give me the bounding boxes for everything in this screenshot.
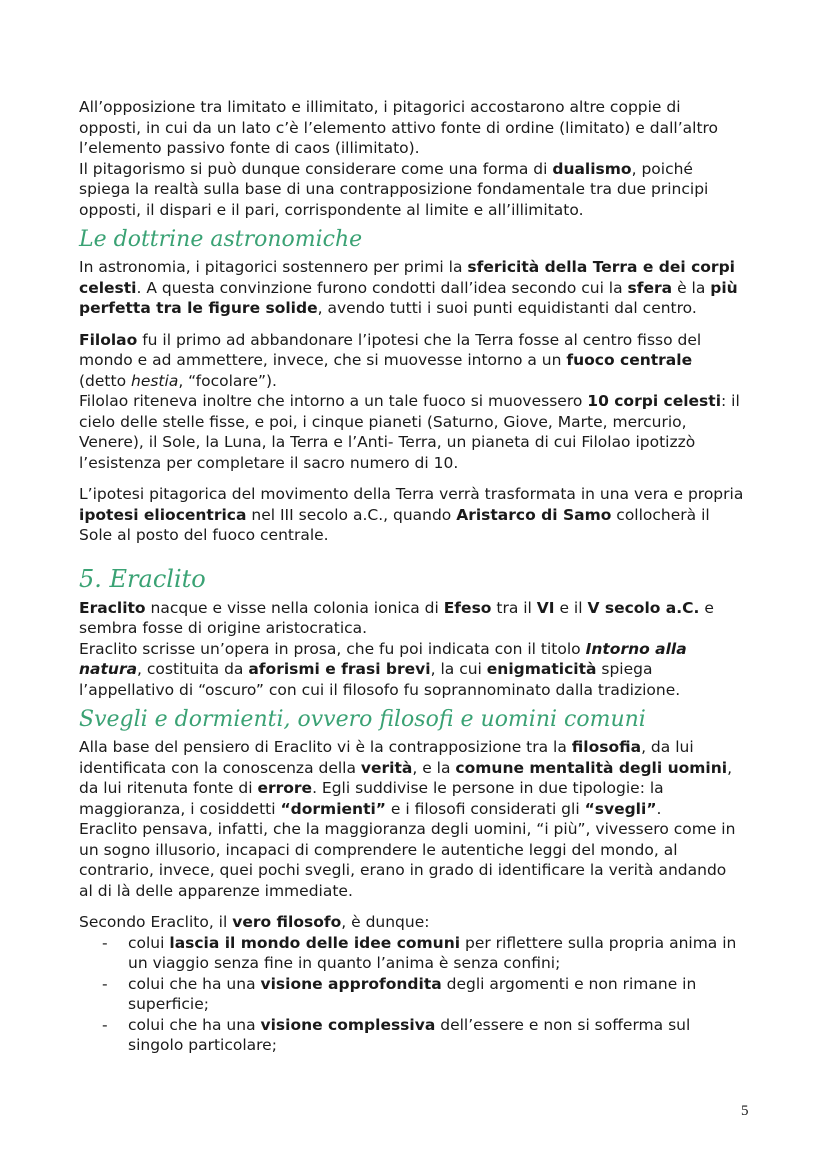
text: Secondo Eraclito, il — [79, 913, 233, 931]
bold-text: fuoco centrale — [566, 351, 693, 369]
text: per riflettere sulla propria anima in un viaggio senza fine in quanto l’anima è senza confini; — [128, 933, 737, 972]
text: Alla base del pensiero di Eraclito vi è la contrapposizione tra la — [79, 738, 572, 756]
text: : il cielo delle stelle fisse, e poi, i cinque pianeti (Saturno, Giove, Marte, mercurio, Venere), il Sole, la Luna, la Terra e l’Anti- Terra, un pianeta di cui Filolao ipotizzò l’esistenza per completare il sacro numero di 10. — [79, 392, 740, 472]
section-heading-eraclito: 5. Eraclito — [79, 564, 206, 593]
page-content — [79, 97, 744, 1056]
bold-text: sfericità della Terra e dei corpi celesti — [79, 258, 735, 297]
paragraph-sphericity — [79, 257, 744, 319]
bold-text: V secolo a.C. — [587, 598, 700, 617]
text: Il pitagorismo si può dunque considerare come una forma di — [79, 159, 553, 178]
bold-text: comune mentalità degli uomini — [455, 758, 728, 777]
list-item — [79, 974, 744, 1015]
bold-text: Filolao — [79, 330, 138, 349]
bold-text: Eraclito — [79, 598, 146, 617]
bold-text: visione approfondita — [260, 974, 442, 993]
text: , e la — [412, 758, 456, 777]
text: colui che ha una — [128, 974, 261, 993]
paragraph-filolao — [79, 330, 744, 474]
bold-text: VI — [536, 598, 555, 617]
text: L’ipotesi pitagorica del movimento della Terra verrà trasformata in una vera e propria — [79, 485, 744, 503]
dash-bullet: - — [102, 933, 108, 952]
paragraph-svegli-dormienti — [79, 737, 744, 901]
text: colui che ha una — [128, 1015, 261, 1034]
italic-text: hestia — [131, 371, 179, 390]
bold-text: “svegli” — [584, 799, 657, 818]
text: , da lui identificata con la conoscenza della — [79, 738, 694, 777]
list-item — [79, 933, 744, 974]
text: nacque e visse nella colonia ionica di — [145, 598, 444, 617]
text: spiega l’appellativo di “oscuro” con cui il filosofo fu soprannominato dalla tradizione. — [79, 660, 681, 699]
page-number: 5 — [741, 1103, 749, 1119]
text: tra il — [491, 598, 537, 617]
bold-text: filosofia — [571, 738, 642, 756]
bold-text: aforismi e frasi brevi — [248, 660, 431, 678]
paragraph-heliocentric — [79, 484, 744, 546]
text: Filolao riteneva inoltre che intorno a un tale fuoco si muovessero — [79, 392, 588, 410]
text: fu il primo ad abbandonare l’ipotesi che la Terra fosse al centro fisso del mondo e ad ammettere, invece, che si muovesse intorno a un — [79, 330, 702, 369]
paragraph-eraclito-life — [79, 598, 744, 701]
philosopher-traits-list — [79, 933, 744, 1056]
text: (detto — [79, 371, 131, 390]
bold-text: più perfetta tra le figure solide — [79, 278, 738, 317]
paragraph-vero-filosofo — [79, 912, 744, 933]
bold-text: verità — [360, 758, 413, 777]
bold-text: errore — [257, 779, 313, 797]
text: . — [656, 799, 662, 818]
text: e il — [554, 598, 588, 617]
text: dell’essere e non si sofferma sul singolo particolare; — [128, 1015, 691, 1054]
text: e sembra fosse di origine aristocratica. — [79, 598, 714, 637]
bold-text: dualismo — [552, 159, 632, 178]
text: . A questa convinzione furono condotti dall’idea secondo cui la — [136, 278, 628, 297]
text: e i filosofi considerati gli — [385, 799, 585, 818]
text: è la — [672, 278, 711, 297]
bold-text: Aristarco di Samo — [456, 505, 612, 524]
bold-text: “dormienti” — [280, 799, 386, 818]
text: In astronomia, i pitagorici sostennero per primi la — [79, 258, 468, 276]
text: Eraclito scrisse un’opera in prosa, che fu poi indicata con il titolo — [79, 639, 586, 658]
section-heading-svegli: Svegli e dormienti, ovvero filosofi e uomini comuni — [79, 707, 646, 732]
list-item — [79, 1015, 744, 1056]
bold-text: vero filosofo — [232, 913, 342, 931]
text: , poiché spiega la realtà sulla base di una contrapposizione fondamentale tra due principi opposti, il dispari e il pari, corrispondente al limite e all’illimitato. — [79, 159, 709, 219]
text: collocherà il Sole al posto del fuoco centrale. — [79, 505, 710, 544]
text: , costituita da — [137, 660, 249, 678]
bold-text: sfera — [627, 278, 673, 297]
text: Eraclito pensava, infatti, che la maggioranza degli uomini, “i più”, vivessero come in un sogno illusorio, incapaci di comprendere le autentiche leggi del mondo, al contrario, invece, quei pochi svegli, erano in grado di identificare la verità andando al di là delle apparenze immediate. — [79, 820, 736, 900]
text: degli argomenti e non rimane in superficie; — [128, 974, 697, 1013]
bold-text: enigmaticità — [486, 660, 597, 678]
paragraph-opposites — [79, 97, 744, 220]
bold-text: lascia il mondo delle idee comuni — [169, 933, 461, 952]
bold-text: Efeso — [443, 598, 492, 617]
text: . Egli suddivise le persone in due tipologie: la maggioranza, i cosiddetti — [79, 779, 664, 818]
text: , “focolare”). — [178, 371, 277, 390]
text: , da lui ritenuta fonte di — [79, 758, 733, 797]
dash-bullet: - — [102, 1015, 108, 1034]
text: , avendo tutti i suoi punti equidistanti dal centro. — [317, 299, 697, 317]
bold-text: 10 corpi celesti — [587, 392, 722, 410]
section-heading-astronomy: Le dottrine astronomiche — [79, 227, 363, 252]
bold-text: visione complessiva — [260, 1015, 436, 1034]
bold-text: ipotesi eliocentrica — [79, 505, 247, 524]
text: , la cui — [430, 660, 487, 678]
text: nel III secolo a.C., quando — [246, 505, 457, 524]
text: , è dunque: — [341, 913, 430, 931]
dash-bullet: - — [102, 974, 108, 993]
text: colui — [128, 933, 170, 952]
text: All’opposizione tra limitato e illimitato, i pitagorici accostarono altre coppie di opposti, in cui da un lato c’è l’elemento attivo fonte di ordine (limitato) e dall’altro l’elemento passivo fonte di caos (illimitato). — [79, 98, 719, 157]
bold-italic-text: Intorno alla natura — [79, 639, 687, 678]
